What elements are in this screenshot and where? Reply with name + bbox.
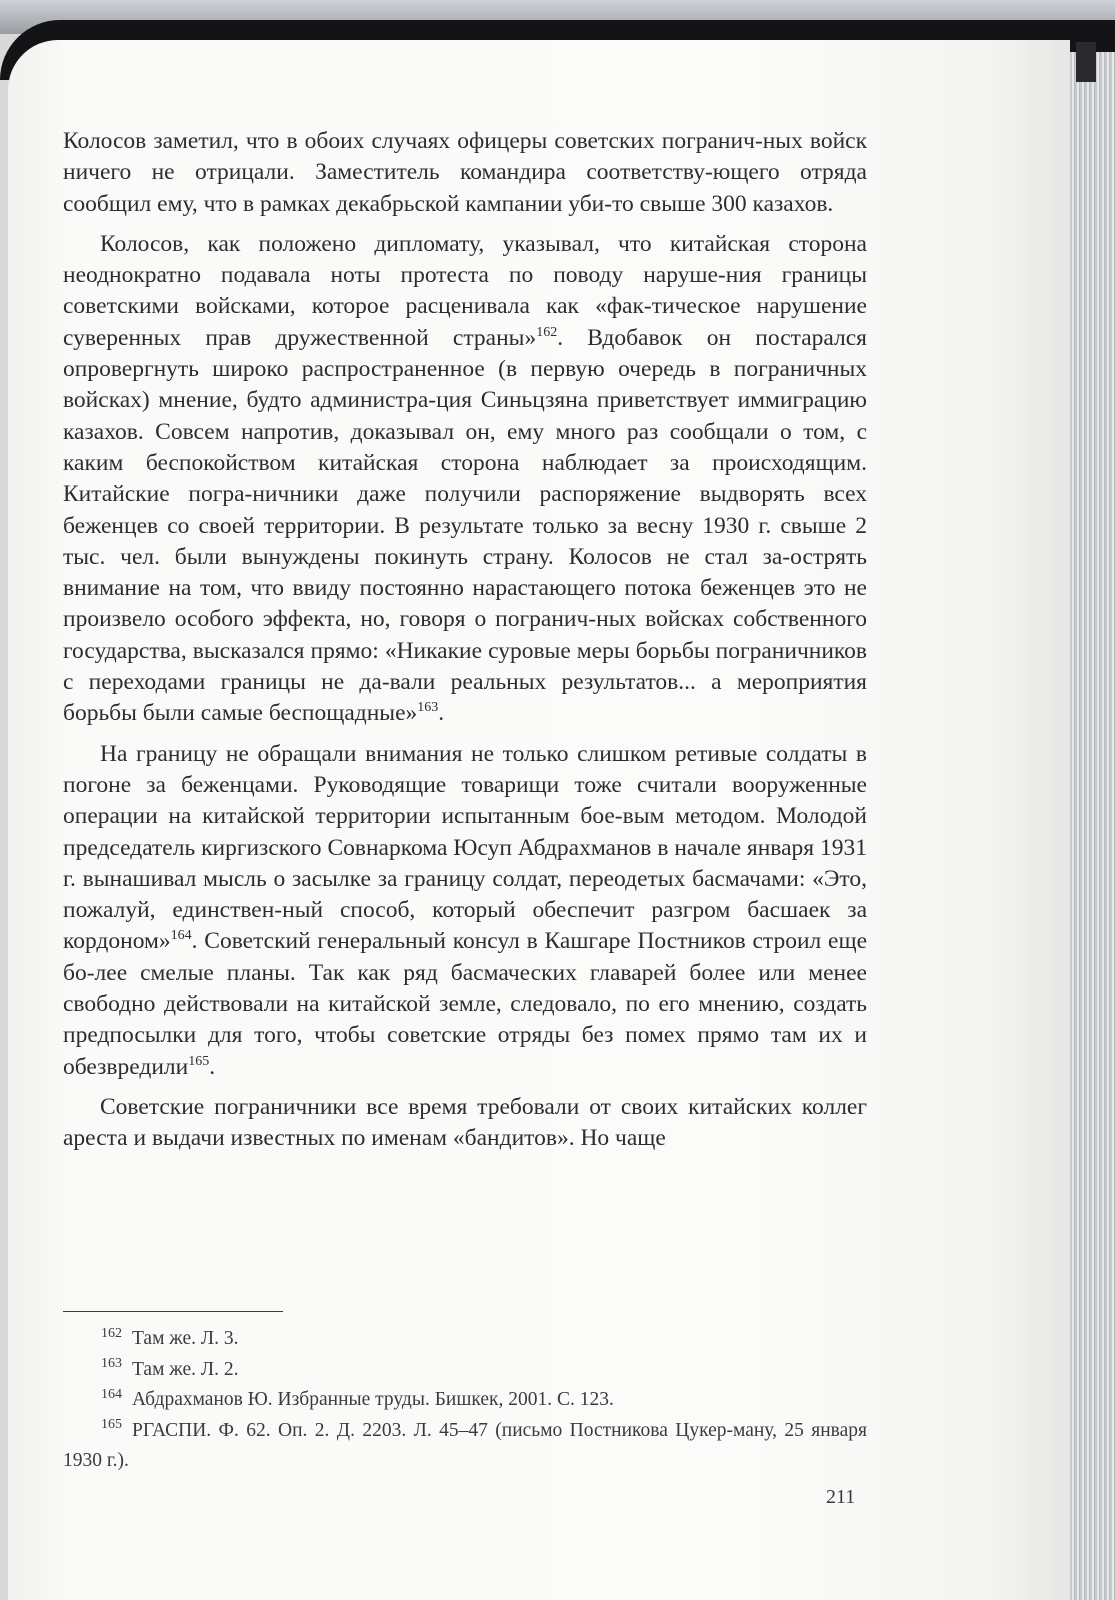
- footnote-ref-163[interactable]: 163: [417, 700, 439, 716]
- footnote-separator: [63, 1311, 283, 1312]
- footnote-number: 163: [101, 1356, 122, 1371]
- body-text: [63, 126, 867, 1155]
- footnote-number: 165: [101, 1417, 122, 1432]
- page-edges: [1070, 52, 1115, 1600]
- footnote-165: [63, 1416, 867, 1477]
- footnote-164: [63, 1385, 867, 1416]
- footnote-text: Там же. Л. 2.: [132, 1358, 239, 1380]
- paragraph-2-part-b: . Вдобавок он постарался опровергнуть широко распространенное (в первую очередь в пограничных войсках) мнение, будто администра-ция Синьцзяна приветствует иммиграцию казахов. Совсем напротив, доказывал он, ему много раз сообщали о том, с каким беспокойством китайская сторона наблюдает за происходящим. Китайские погра-ничники даже получили распоряжение выдворять всех беженцев со своей территории. В результате только за весну 1930 г. свыше 2 тыс. чел. были вынуждены покинуть страну. Колосов не стал за-острять внимание на том, что ввиду постоянно нарастающего потока беженцев это не произвело особого эффекта, но, говоря о погранич-ных войсках собственного государства, высказался прямо: «Никакие суровые меры борьбы пограничников с переходами границы не да-вали реальных результатов... а мероприятия борьбы были самые беспощадные»: [63, 324, 867, 727]
- paragraph-3-part-a: На границу не обращали внимания не только слишком ретивые солдаты в погоне за беженцами. Руководящие товарищи тоже считали вооруженные операции на китайской территории испытанным бое-вым методом. Молодой председатель киргизского Совнаркома Юсуп Абдрахманов в начале января 1931 г. вынашивал мысль о засылке за границу солдат, переодетых басмачами: «Это, пожалуй, единствен-ный способ, который обеспечит разгром басшаек за кордоном»: [63, 740, 867, 955]
- footnote-ref-165[interactable]: 165: [188, 1053, 210, 1069]
- footnote-text: РГАСПИ. Ф. 62. Оп. 2. Д. 2203. Л. 45–47 (письмо Постникова Цукер-ману, 25 января 1930 г.).: [63, 1419, 867, 1471]
- paragraph-4: Советские пограничники все время требовали от своих китайских коллег ареста и выдачи известных по именам «бандитов». Но чаще: [63, 1093, 867, 1152]
- paragraph-1: Колосов заметил, что в обоих случаях офицеры советских погранич-ных войск ничего не отрицали. Заместитель командира соответству-ющего отряда сообщил ему, что в рамках декабрьской кампании уби-то свыше 300 казахов.: [63, 128, 867, 217]
- footnote-number: 164: [101, 1386, 122, 1402]
- footnote-text: Абдрахманов Ю. Избранные труды. Бишкек, 2001. С. 123.: [132, 1389, 614, 1410]
- page-number: 211: [826, 1486, 856, 1508]
- footnote-ref-164[interactable]: 164: [170, 928, 192, 944]
- paragraph-3-part-c: .: [209, 1053, 216, 1080]
- footnote-ref-162[interactable]: 162: [536, 324, 558, 340]
- paragraph-3: [63, 739, 867, 1083]
- paragraph-3-part-b: . Советский генеральный консул в Кашгаре Постников строил еще бо-лее смелые планы. Так как ряд басмаческих главарей более или менее свободно действовали на китайской земле, следовало, по его мнению, создать предпосылки для того, чтобы советские отряды без помех прямо там их и обезвредили: [63, 928, 867, 1080]
- footnote-162: [63, 1324, 867, 1355]
- footnote-number: 162: [101, 1325, 122, 1341]
- footnote-163: [63, 1355, 867, 1386]
- paragraph-2: [63, 229, 867, 730]
- footnotes: [63, 1324, 867, 1477]
- footnote-text: Там же. Л. 3.: [132, 1328, 239, 1349]
- paragraph-2-part-a: Колосов, как положено дипломату, указывал, что китайская сторона неоднократно подавала ноты протеста по поводу наруше-ния границы советскими войсками, которое расценивала как «фак-тическое нарушение суверенных прав дружественной страны»: [63, 230, 867, 351]
- paragraph-2-part-c: .: [438, 700, 445, 727]
